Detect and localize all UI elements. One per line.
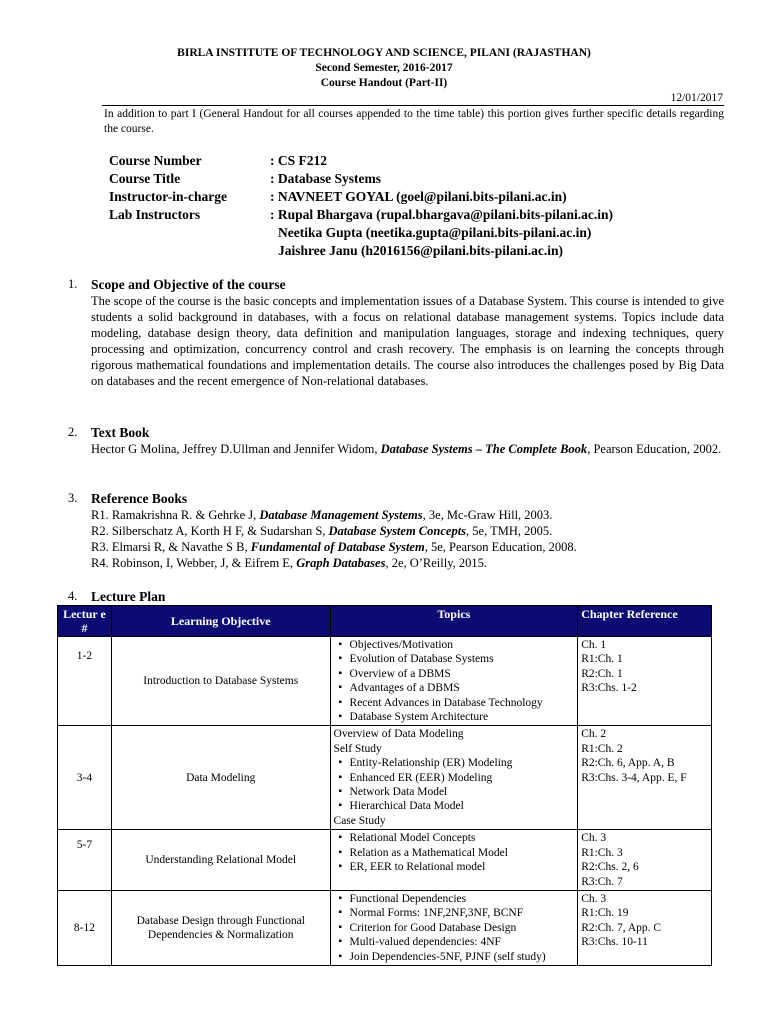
learning-objective-cell: Database Design through Functional Dependencies & Normalization (111, 890, 330, 965)
chapter-reference: R2:Ch. 7, App. C (581, 921, 662, 934)
section-heading: Reference Books (91, 491, 188, 506)
chapter-reference-cell (578, 637, 712, 726)
chapter-reference-cell (578, 830, 712, 891)
section-number: 2. (68, 425, 78, 439)
reference-publisher: , 5e, TMH, 2005. (466, 524, 553, 538)
chapter-reference: R1:Ch. 19 (581, 907, 629, 920)
institute-name: BIRLA INSTITUTE OF TECHNOLOGY AND SCIENCE, PILANI (RAJASTHAN) (177, 47, 591, 59)
lecture-number-cell: 5-7 (58, 830, 112, 891)
reference-book-title: Graph Databases (296, 556, 386, 570)
reference-publisher: , 3e, Mc-Graw Hill, 2003. (422, 508, 553, 522)
reference-book-title: Fundamental of Database System (250, 540, 425, 554)
section-lecture-plan (68, 588, 724, 605)
chapter-reference: R3:Chs. 1-2 (581, 682, 637, 695)
topic-item: ▪ Advantages of a DBMS (334, 681, 575, 695)
course-number-row (109, 152, 613, 170)
chapter-reference: R1:Ch. 2 (581, 742, 623, 755)
topic-item: ▪ Objectives/Motivation (334, 638, 575, 652)
chapter-reference: R2:Ch. 6, App. A, B (581, 757, 675, 770)
chapter-reference: Ch. 1 (581, 639, 607, 651)
topic-item: ▪ ER, EER to Relational model (334, 860, 575, 874)
chapter-reference: Ch. 2 (581, 728, 607, 741)
topic-item: ▪ Hierarchical Data Model (334, 799, 575, 813)
chapter-reference: R3:Chs. 3-4, App. E, F (581, 771, 687, 784)
document-title: Course Handout (Part-II) (320, 77, 448, 89)
reference-book-title: Database System Concepts (328, 524, 467, 538)
lab-instructor-2: Neetika Gupta (neetika.gupta@pilani.bits-pilani.ac.in) (278, 225, 592, 240)
topic-item: ▪ Relational Model Concepts (334, 831, 575, 845)
topic-item: ▪ Criterion for Good Database Design (334, 921, 575, 935)
course-title-value: : Database Systems (270, 171, 381, 186)
chapter-reference: Ch. 3 (581, 892, 607, 905)
topic-group-label: Case Study (333, 814, 386, 827)
table-row (58, 830, 712, 891)
instructor-label: Instructor-in-charge (109, 189, 227, 204)
chapter-reference-cell (578, 726, 712, 830)
reference-item (91, 539, 724, 555)
learning-objective-cell: Understanding Relational Model (111, 830, 330, 891)
topic-item: ▪ Normal Forms: 1NF,2NF,3NF, BCNF (334, 906, 575, 920)
lab-instructor-1: : Rupal Bhargava (rupal.bhargava@pilani.bits-pilani.ac.in) (270, 207, 613, 222)
topic-item: ▪ Join Dependencies-5NF, PJNF (self study) (334, 950, 575, 964)
course-title-row (109, 170, 613, 188)
lecture-number-cell: 3-4 (58, 726, 112, 830)
table-header-row (58, 606, 712, 637)
lecture-number-cell: 8-12 (58, 890, 112, 965)
course-info (109, 152, 613, 260)
topics-cell (330, 830, 578, 891)
reference-item (91, 507, 724, 523)
reference-authors: R2. Silberschatz A, Korth H F, & Sudarshan S, (91, 524, 329, 538)
topic-item: ▪ Recent Advances in Database Technology (334, 696, 575, 710)
reference-item (91, 523, 724, 539)
lab-instructors-row (109, 206, 613, 224)
section-heading: Text Book (91, 425, 150, 440)
citation-book-title: Database Systems – The Complete Book (380, 442, 588, 456)
chapter-reference: R3:Chs. 10-11 (581, 936, 648, 949)
lecture-plan-table (57, 605, 712, 966)
chapter-reference-cell (578, 890, 712, 965)
reference-book-title: Database Management Systems (259, 508, 423, 522)
table-row (58, 637, 712, 726)
course-number-value: : CS F212 (270, 153, 327, 168)
section-heading: Lecture Plan (91, 589, 166, 604)
handout-date: 12/01/2017 (670, 92, 723, 104)
table-body (58, 637, 712, 966)
table-row (58, 890, 712, 965)
section-textbook (68, 424, 724, 457)
instructor-value: : NAVNEET GOYAL (goel@pilani.bits-pilani.ac.in) (270, 189, 567, 204)
topics-list (334, 638, 575, 724)
topic-item: ▪ Enhanced ER (EER) Modeling (334, 771, 575, 785)
header-chapter: Chapter Reference (578, 606, 712, 637)
table-row (58, 726, 712, 830)
chapter-reference: R2:Ch. 1 (581, 667, 623, 680)
chapter-reference: R1:Ch. 1 (581, 653, 623, 666)
citation-publisher: , Pearson Education, 2002. (587, 442, 722, 456)
topic-item: ▪ Multi-valued dependencies: 4NF (334, 935, 575, 949)
learning-objective-cell: Introduction to Database Systems (111, 637, 330, 726)
reference-publisher: , 5e, Pearson Education, 2008. (424, 540, 577, 554)
section-references (68, 490, 724, 571)
topics-cell (330, 726, 578, 830)
header-divider (102, 105, 724, 106)
lab-instructors-label: Lab Instructors (109, 207, 201, 222)
reference-authors: R1. Ramakrishna R. & Gehrke J, (91, 508, 260, 522)
chapter-reference: R3:Ch. 7 (581, 875, 623, 888)
chapter-reference: R2:Chs. 2, 6 (581, 861, 639, 874)
section-scope (68, 276, 724, 389)
topic-item: ▪ Evolution of Database Systems (334, 652, 575, 666)
semester: Second Semester, 2016-2017 (315, 62, 453, 74)
topic-item: ▪ Functional Dependencies (334, 892, 575, 906)
header-topics: Topics (330, 606, 578, 637)
reference-authors: R4. Robinson, I, Webber, J, & Eifrem E, (91, 556, 297, 570)
topics-cell (330, 637, 578, 726)
topics-list (334, 892, 575, 964)
header-objective: Learning Objective (111, 606, 330, 637)
chapter-reference: R1:Ch. 3 (581, 846, 623, 859)
lab-instructor-3: Jaishree Janu (h2016156@pilani.bits-pilani.ac.in) (278, 243, 563, 258)
chapter-reference: Ch. 3 (581, 832, 607, 845)
topic-item: ▪ Entity-Relationship (ER) Modeling (334, 756, 575, 770)
topic-group-label: Self Study (333, 742, 382, 755)
course-title-label: Course Title (109, 171, 181, 186)
scope-body: The scope of the course is the basic concepts and implementation issues of a Database System. This course is intended to give students a solid background in databases, with a focus on relational database management systems. Topics include data modeling, database design theory, data definition and manipulation languages, storage and indexing techniques, query processing and optimization, concurrency control and crash recovery. The emphasis is on learning the concepts through rigorous mathematical foundations and implementation details. The course also introduces the challenges posed by Big Data on databases and the recent emergence of Non-relational databases. (91, 294, 724, 388)
topic-item: ▪ Database System Architecture (334, 710, 575, 724)
lecture-number-cell: 1-2 (58, 637, 112, 726)
intro-paragraph: In addition to part I (General Handout for all courses appended to the time table) this portion gives further specific details regarding the course. (104, 108, 724, 135)
textbook-citation (91, 441, 724, 457)
reference-item (91, 555, 724, 571)
citation-authors: Hector G Molina, Jeffrey D.Ullman and Jennifer Widom, (91, 442, 381, 456)
topic-group-label: Overview of Data Modeling (333, 728, 464, 741)
topics-cell (330, 890, 578, 965)
section-number: 1. (68, 277, 78, 291)
topics-list (334, 727, 575, 828)
topic-item: ▪ Relation as a Mathematical Model (334, 846, 575, 860)
topic-item: ▪ Network Data Model (334, 785, 575, 799)
instructor-row (109, 188, 613, 206)
topics-list (334, 831, 575, 874)
section-number: 3. (68, 491, 78, 505)
reference-publisher: , 2e, O’Reilly, 2015. (385, 556, 488, 570)
header-lecture: Lectur e # (58, 606, 112, 637)
section-heading: Scope and Objective of the course (91, 277, 286, 292)
learning-objective-cell: Data Modeling (111, 726, 330, 830)
reference-authors: R3. Elmarsi R, & Navathe S B, (91, 540, 251, 554)
topic-item: ▪ Overview of a DBMS (334, 667, 575, 681)
course-number-label: Course Number (109, 153, 202, 168)
section-number: 4. (68, 589, 78, 603)
